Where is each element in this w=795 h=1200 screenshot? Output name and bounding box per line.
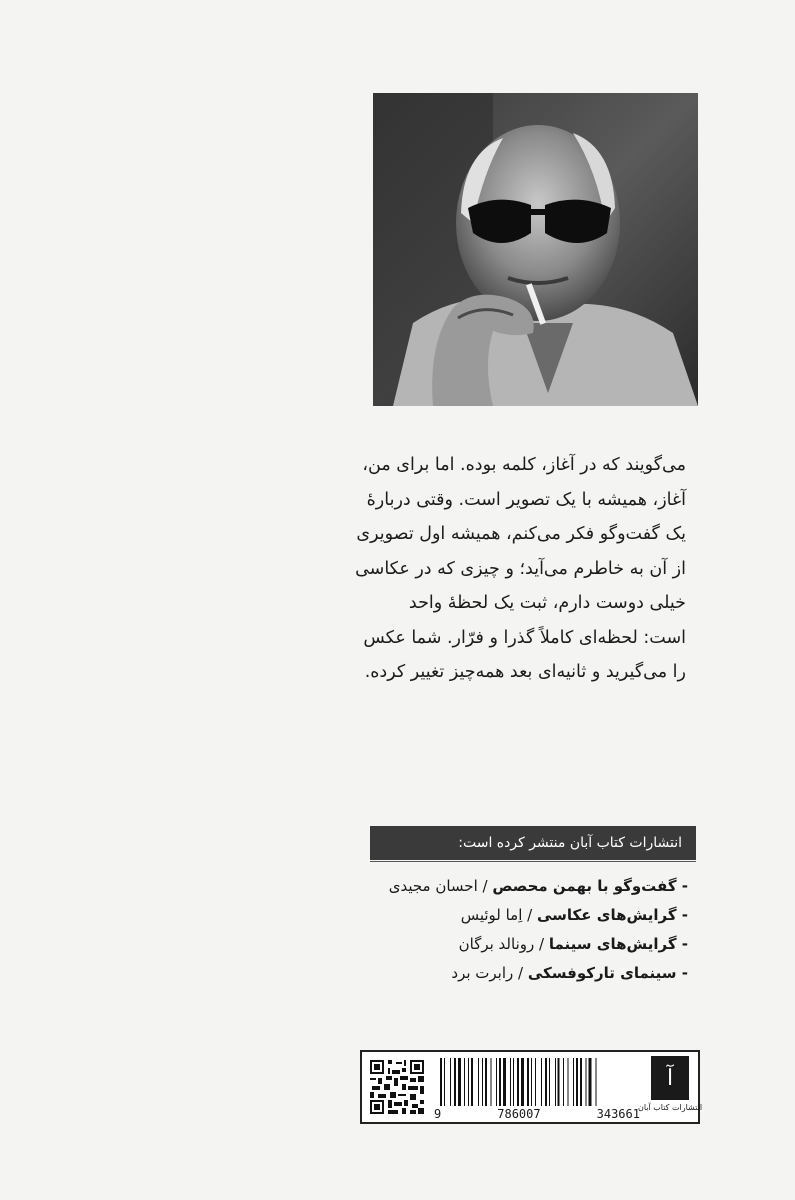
book-author: / رونالد برگان: [458, 935, 549, 953]
publisher-logo: [637, 1056, 703, 1120]
isbn-digits: [434, 1106, 640, 1122]
divider: [370, 861, 696, 862]
list-item: [368, 930, 688, 959]
publisher-notice-banner: انتشارات کتاب آبان منتشر کرده است:: [370, 826, 696, 860]
list-item: [368, 901, 688, 930]
quote-paragraph: [355, 448, 686, 690]
isbn-prefix: 9: [434, 1107, 442, 1121]
quote-line: است: لحظه‌ای کاملاً گذرا و فرّار. شما عکس: [363, 627, 686, 648]
book-title: - گرایش‌های سینما: [548, 935, 688, 953]
author-photo: [373, 93, 698, 406]
book-author: / احسان مجیدی: [388, 877, 493, 895]
list-item: [368, 872, 688, 901]
logo-text: انتشارات کتاب آبان: [637, 1103, 703, 1112]
book-author: / رابرت برد: [451, 964, 528, 982]
book-title: - گفت‌وگو با بهمن محصص: [492, 877, 688, 895]
quote-line: از آن به خاطرم می‌آید؛ و چیزی که در عکاسی: [355, 558, 686, 579]
isbn-group-1: 786007: [497, 1107, 541, 1121]
author-portrait-image: [373, 93, 698, 406]
list-item: [368, 959, 688, 988]
quote-line: خیلی دوست دارم، ثبت یک لحظهٔ واحد: [408, 593, 686, 613]
quote-line: را می‌گیرید و ثانیه‌ای بعد همه‌چیز تغییر کرده.: [364, 662, 686, 682]
barcode-panel: [360, 1050, 703, 1124]
quote-line: آغاز، همیشه با یک تصویر است. وقتی دربارهٔ: [366, 489, 686, 510]
logo-mark: آ: [651, 1056, 689, 1100]
book-list: [368, 872, 688, 988]
book-title: - گرایش‌های عکاسی: [536, 906, 688, 924]
quote-line: یک گفت‌وگو فکر می‌کنم، همیشه اول تصویری: [356, 524, 686, 544]
book-title: - سینمای تارکوفسکی: [527, 964, 688, 982]
quote-line: می‌گویند که در آغاز، کلمه بوده. اما برای من،: [362, 455, 686, 475]
barcode-icon: [438, 1058, 636, 1106]
qr-code-icon: [368, 1058, 426, 1116]
isbn-group-2: 343661: [596, 1107, 640, 1121]
book-author: / اِما لوئیس: [460, 906, 537, 924]
